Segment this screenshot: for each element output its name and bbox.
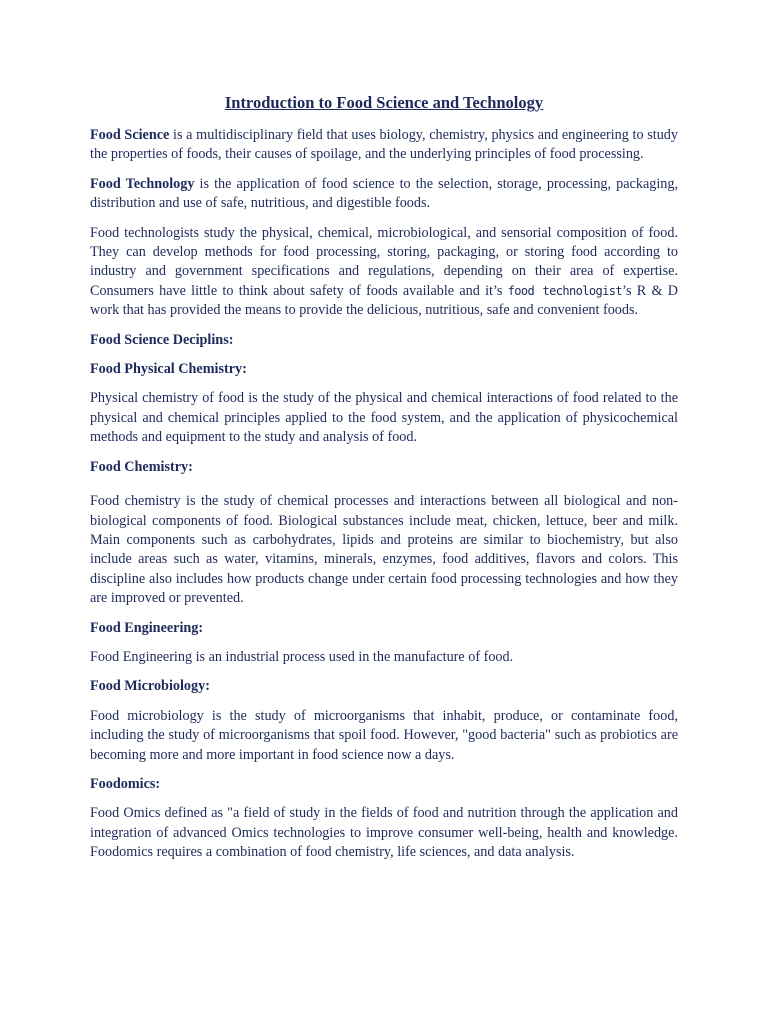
food-technology-text: is the application of food science to the selection, storage, processing, packaging, distribution and use of safe, nutritious, and digestible foods. xyxy=(90,175,679,212)
technologists-text-2: ’s R & D work that has provided the means to provide the delicious, nutritious, safe and convenient foods. xyxy=(90,282,678,319)
section-heading-food-engineering: Food Engineering: xyxy=(90,619,204,636)
section-body-food-engineering: Food Engineering is an industrial process used in the manufacture of food. xyxy=(90,648,514,665)
food-science-term: Food Science xyxy=(90,127,170,143)
disciplines-heading: Food Science Deciplins: xyxy=(90,331,234,348)
section-body-food-chemistry: Food chemistry is the study of chemical processes and interactions between all biological and non-biological components of food. Biological substances include meat, chicken, lettuce, beer and milk. Main components such as carbohydrates, lipids and proteins are similar to biochemistry, but also include areas such as water, vitamins, minerals, enzymes, food additives, flavors and colors. This discipline also includes how products change under certain food processing technologies and how they are improved or prevented. xyxy=(90,493,678,607)
document-title: Introduction to Food Science and Technology xyxy=(224,93,544,112)
section-body-food-microbiology: Food microbiology is the study of microorganisms that inhabit, produce, or contaminate food, including the study of microorganisms that spoil food. However, "good bacteria" such as probiotics are becoming more and more important in food science now a days. xyxy=(90,707,678,763)
food-science-paragraph xyxy=(90,126,678,165)
section-heading-foodomics: Foodomics: xyxy=(90,775,161,792)
section-heading-physical-chemistry: Food Physical Chemistry: xyxy=(90,361,247,378)
document-page xyxy=(90,92,678,873)
section-body-foodomics: Food Omics defined as "a field of study in the fields of food and nutrition through the application and integration of advanced Omics technologies to improve consumer well-being, health and knowledge. Foodomics requires a combination of food chemistry, life sciences, and data analysis. xyxy=(90,805,678,861)
food-technology-paragraph xyxy=(90,175,678,214)
technologists-text-1: Food technologists study the physical, chemical, microbiological, and sensorial composition of food. They can develop methods for food processing, storing, packaging, or storing food according to industry and government specifications and regulations, depending on their area of expertise. Consumers have little to think about safety of foods available and it’s xyxy=(90,224,678,299)
section-body-physical-chemistry: Physical chemistry of food is the study of the physical and chemical interactions of food related to the physical and chemical principles applied to the food system, and the application of physicochemical methods and equipment to the study and analysis of food. xyxy=(90,390,678,446)
food-technology-term: Food Technology xyxy=(90,175,195,192)
section-heading-food-chemistry: Food Chemistry: xyxy=(90,458,193,475)
food-science-text: is a multidisciplinary field that uses biology, chemistry, physics and engineering to study the properties of foods, their causes of spoilage, and the underlying principles of food processing. xyxy=(90,127,678,163)
technologists-mono-text: food technologist xyxy=(507,283,623,298)
technologists-paragraph xyxy=(90,224,678,321)
section-heading-food-microbiology: Food Microbiology: xyxy=(90,678,210,695)
